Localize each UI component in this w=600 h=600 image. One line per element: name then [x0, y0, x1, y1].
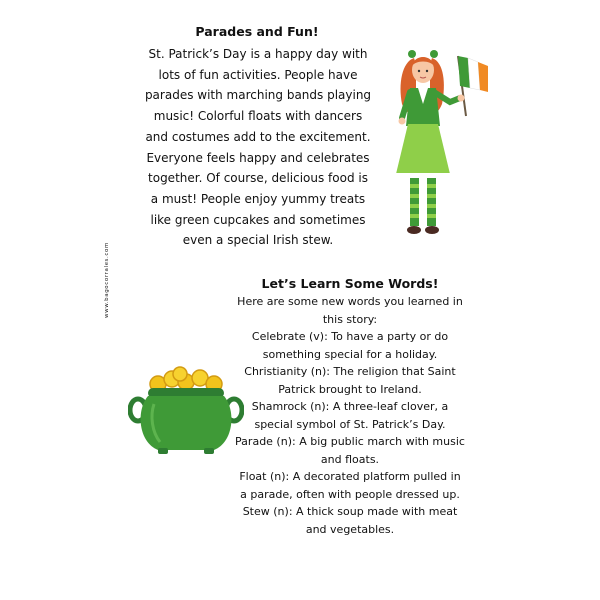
paragraph-line: music! Colorful floats with dancers [153, 109, 363, 124]
vocabulary-line: Shamrock (n): A three-leaf clover, a [251, 400, 449, 413]
paragraph-line: St. Patrick’s Day is a happy day with [148, 47, 368, 61]
paragraph-line: together. Of course, delicious food is [148, 171, 368, 186]
vocabulary-line: and vegetables. [305, 522, 395, 536]
vocabulary-line: Here are some new words you learned in [237, 295, 463, 308]
girl-with-irish-flag-illustration [388, 44, 492, 240]
vocabulary-line: Patrick brought to Ireland. [278, 382, 422, 396]
vocabulary-line: special symbol of St. Patrick’s Day. [254, 417, 446, 431]
vocabulary-line: this story: [322, 312, 378, 326]
paragraph-line: lots of fun activities. People have [158, 67, 358, 82]
vocabulary-line: Parade (n): A big public march with music [235, 435, 465, 448]
vocabulary-line: something special for a holiday. [262, 347, 438, 361]
vocabulary-list [232, 293, 468, 538]
paragraph-parades [138, 44, 378, 251]
vocabulary-line: Float (n): A decorated platform pulled in [239, 470, 461, 483]
striped-socks [410, 178, 436, 226]
vocabulary-line: Celebrate (v): To have a party or do [251, 330, 449, 343]
section-title-vocabulary: Let’s Learn Some Words! [261, 276, 439, 291]
paragraph-line: even a special Irish stew. [182, 233, 334, 248]
pot-of-gold-illustration [128, 366, 244, 458]
section-title-parades: Parades and Fun! [195, 24, 319, 39]
vocabulary-line: Christianity (n): The religion that Saint [244, 365, 456, 378]
paragraph-line: a must! People enjoy yummy treats [150, 191, 366, 206]
vocabulary-line: Stew (n): A thick soup made with meat [242, 505, 458, 518]
vocabulary-line: a parade, often with people dressed up. [240, 487, 460, 501]
paragraph-line: and costumes add to the excitement. [145, 129, 371, 144]
vocabulary-line: and floats. [320, 452, 380, 466]
paragraph-line: Everyone feels happy and celebrates [146, 150, 370, 165]
paragraph-line: like green cupcakes and sometimes [150, 212, 366, 227]
paragraph-line: parades with marching bands playing [144, 88, 372, 103]
website-url: www.bagocorrales.com [104, 242, 110, 318]
